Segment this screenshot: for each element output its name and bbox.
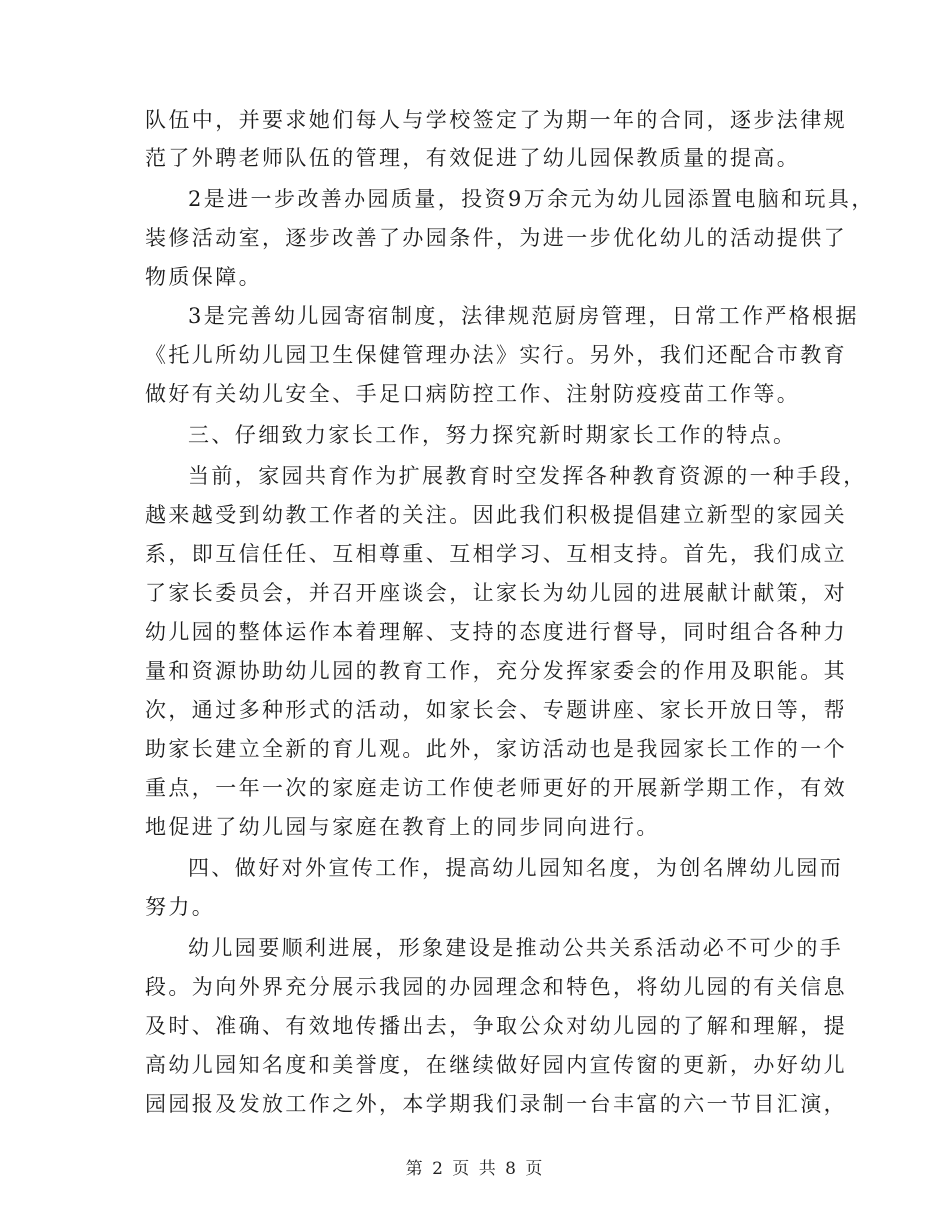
text-line-22: 幼儿园要顺利进展，形象建设是推动公共关系活动必不可少的手: [188, 936, 844, 960]
section-heading-3: 三、仔细致力家长工作，努力探究新时期家长工作的特点。: [188, 423, 797, 447]
text-line-14: 幼儿园的整体运作本着理解、支持的态度进行督导，同时组合各种力: [145, 620, 847, 644]
text-line-18: 重点，一年一次的家庭走访工作使老师更好的开展新学期工作，有效: [145, 776, 847, 800]
text-line-23: 段。为向外界充分展示我园的办园理念和特色，将幼儿园的有关信息: [145, 975, 847, 999]
text-line-16: 次，通过多种形式的活动，如家长会、专题讲座、家长开放日等，帮: [145, 698, 847, 722]
text-line-24: 及时、准确、有效地传播出去，争取公众对幼儿园的了解和理解，提: [145, 1014, 847, 1038]
text-line-12: 系，即互信任任、互相尊重、互相学习、互相支持。首先，我们成立: [145, 542, 847, 566]
text-line-10: 当前，家园共育作为扩展教育时空发挥各种教育资源的一种手段，: [188, 464, 867, 488]
text-line-7: 《托儿所幼儿园卫生保健管理办法》实行。另外，我们还配合市教育: [145, 343, 847, 367]
text-line-8: 做好有关幼儿安全、手足口病防控工作、注射防疫疫苗工作等。: [145, 382, 801, 406]
text-line-3: 2是进一步改善办园质量，投资9万余元为幼儿园添置电脑和玩具，: [188, 187, 875, 211]
page-number-footer: 第 2 页 共 8 页: [405, 1159, 545, 1179]
text-line-13: 了家长委员会，并召开座谈会，让家长为幼儿园的进展献计献策，对: [145, 581, 847, 605]
text-line-17: 助家长建立全新的育儿观。此外，家访活动也是我园家长工作的一个: [145, 737, 847, 761]
text-line-1: 队伍中，并要求她们每人与学校签定了为期一年的合同，逐步法律规: [145, 108, 847, 132]
text-line-4: 装修活动室，逐步改善了办园条件，为进一步优化幼儿的活动提供了: [145, 226, 847, 250]
text-line-2: 范了外聘老师队伍的管理，有效促进了幼儿园保教质量的提高。: [145, 146, 801, 170]
text-line-21: 努力。: [145, 895, 216, 919]
section-heading-4: 四、做好对外宣传工作，提高幼儿园知名度，为创名牌幼儿园而: [188, 856, 844, 880]
text-line-19: 地促进了幼儿园与家庭在教育上的同步同向进行。: [145, 815, 660, 839]
text-line-11: 越来越受到幼教工作者的关注。因此我们积极提倡建立新型的家园关: [145, 503, 847, 527]
text-line-6: 3是完善幼儿园寄宿制度，法律规范厨房管理，日常工作严格根据: [188, 304, 859, 328]
text-line-26: 园园报及发放工作之外，本学期我们录制一台丰富的六一节目汇演，: [145, 1092, 847, 1116]
text-line-15: 量和资源协助幼儿园的教育工作，充分发挥家委会的作用及职能。其: [145, 659, 847, 683]
text-line-25: 高幼儿园知名度和美誉度，在继续做好园内宣传窗的更新，办好幼儿: [145, 1053, 847, 1077]
text-line-5: 物质保障。: [145, 265, 262, 289]
